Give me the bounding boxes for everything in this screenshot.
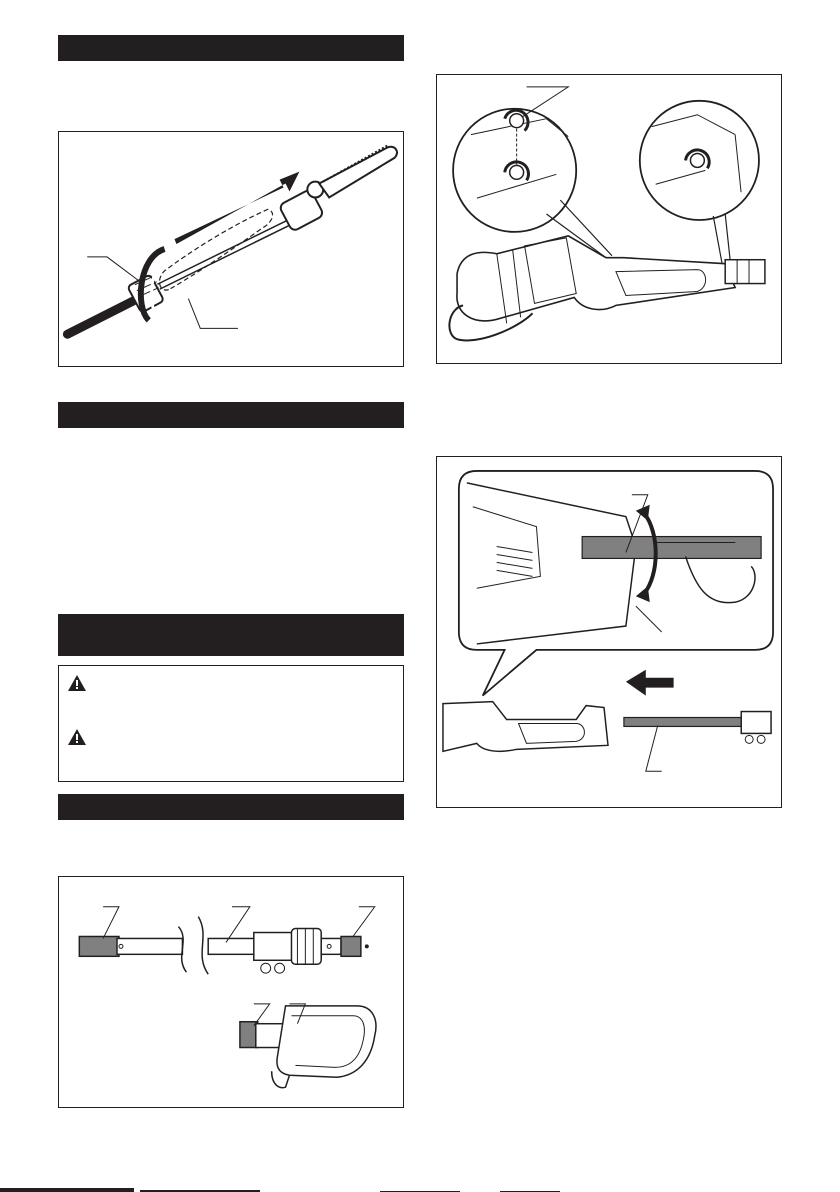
warning-triangle-icon <box>67 674 87 692</box>
figure-inner-rod <box>436 456 782 808</box>
figure-shaft-parts <box>58 876 404 1108</box>
shaft-parts-illustration <box>59 877 403 1107</box>
section-bar-3 <box>58 614 404 656</box>
figure-housing-screws <box>436 74 782 364</box>
pole-saw-illustration <box>59 132 403 366</box>
housing-screws-illustration <box>437 75 781 363</box>
section-bar-4 <box>58 794 404 820</box>
warning-triangle-icon <box>67 728 87 746</box>
figure-pole-saw-assembly <box>58 131 404 367</box>
section-bar-2 <box>58 402 404 428</box>
section-bar-1 <box>58 35 404 61</box>
warning-box <box>58 665 404 782</box>
inner-rod-illustration <box>437 457 781 807</box>
footer-strip <box>0 1186 840 1192</box>
